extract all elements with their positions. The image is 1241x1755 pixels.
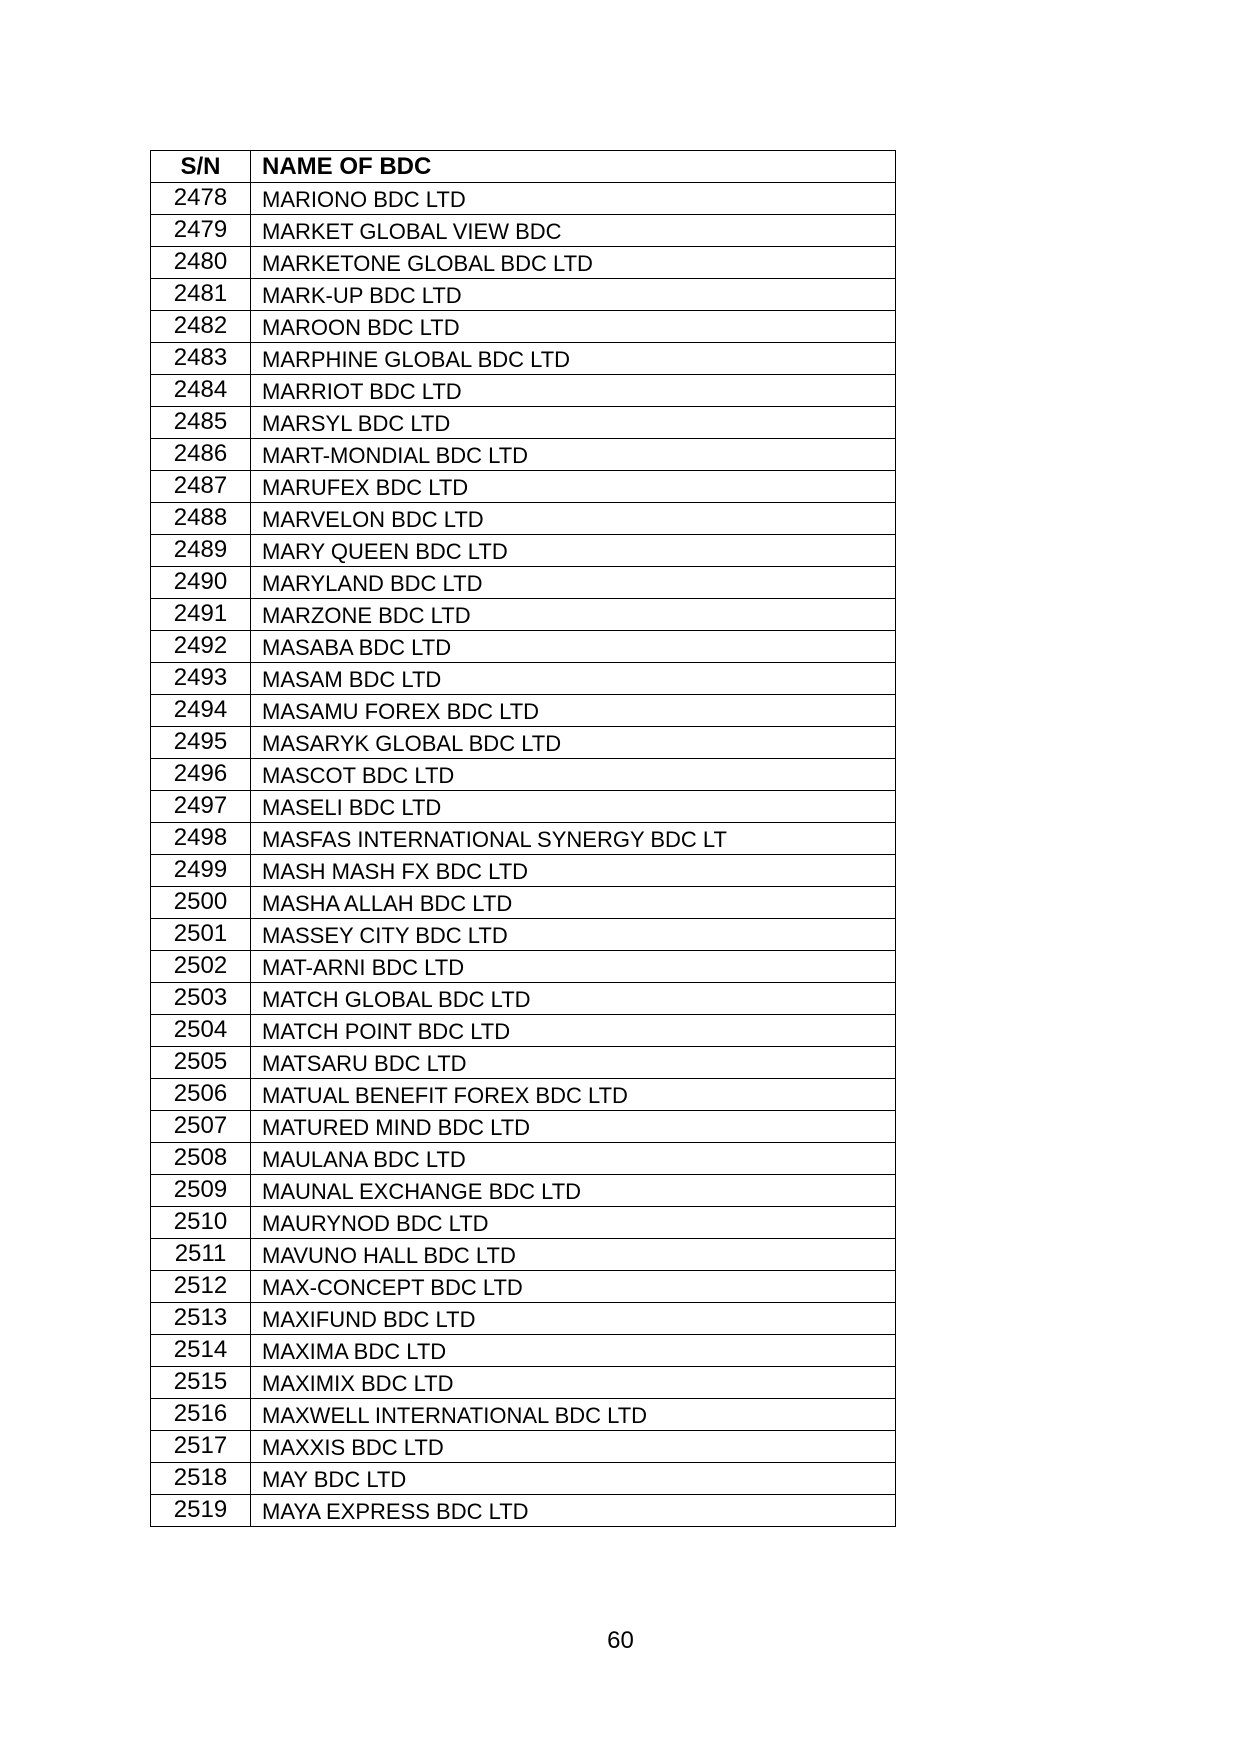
table-row: [151, 1495, 896, 1527]
serial-number-cell: 2481: [151, 279, 251, 311]
table-body: [151, 183, 896, 1527]
serial-number-cell: 2502: [151, 951, 251, 983]
bdc-name-cell: MASARYK GLOBAL BDC LTD: [251, 727, 896, 759]
serial-number-cell: 2492: [151, 631, 251, 663]
serial-number-cell: 2506: [151, 1079, 251, 1111]
table-row: [151, 983, 896, 1015]
bdc-name-cell: MARVELON BDC LTD: [251, 503, 896, 535]
bdc-name-cell: MAXIFUND BDC LTD: [251, 1303, 896, 1335]
serial-number-cell: 2479: [151, 215, 251, 247]
serial-number-cell: 2482: [151, 311, 251, 343]
table-row: [151, 471, 896, 503]
name-column-header: NAME OF BDC: [251, 151, 896, 183]
serial-number-cell: 2496: [151, 759, 251, 791]
serial-number-cell: 2512: [151, 1271, 251, 1303]
table-row: [151, 439, 896, 471]
page-number: 60: [607, 1627, 634, 1654]
table-row: [151, 567, 896, 599]
serial-number-cell: 2489: [151, 535, 251, 567]
table-row: [151, 215, 896, 247]
bdc-name-cell: MATURED MIND BDC LTD: [251, 1111, 896, 1143]
table-row: [151, 1335, 896, 1367]
serial-number-cell: 2490: [151, 567, 251, 599]
bdc-name-cell: MAULANA BDC LTD: [251, 1143, 896, 1175]
bdc-name-cell: MARRIOT BDC LTD: [251, 375, 896, 407]
table-row: [151, 1015, 896, 1047]
serial-number-cell: 2500: [151, 887, 251, 919]
serial-number-cell: 2493: [151, 663, 251, 695]
table-row: [151, 759, 896, 791]
table-row: [151, 1303, 896, 1335]
serial-number-cell: 2488: [151, 503, 251, 535]
table-row: [151, 1207, 896, 1239]
serial-number-cell: 2514: [151, 1335, 251, 1367]
bdc-table: [150, 150, 896, 1527]
serial-number-cell: 2480: [151, 247, 251, 279]
serial-number-cell: 2484: [151, 375, 251, 407]
table-row: [151, 695, 896, 727]
table-row: [151, 311, 896, 343]
bdc-name-cell: MART-MONDIAL BDC LTD: [251, 439, 896, 471]
serial-number-cell: 2504: [151, 1015, 251, 1047]
table-row: [151, 1143, 896, 1175]
serial-number-cell: 2509: [151, 1175, 251, 1207]
serial-number-cell: 2508: [151, 1143, 251, 1175]
table-row: [151, 279, 896, 311]
table-row: [151, 823, 896, 855]
table-row: [151, 375, 896, 407]
serial-number-cell: 2499: [151, 855, 251, 887]
bdc-name-cell: MASAMU FOREX BDC LTD: [251, 695, 896, 727]
table-row: [151, 727, 896, 759]
bdc-name-cell: MAYA EXPRESS BDC LTD: [251, 1495, 896, 1527]
table-row: [151, 183, 896, 215]
sn-column-header: S/N: [151, 151, 251, 183]
table-row: [151, 951, 896, 983]
serial-number-cell: 2516: [151, 1399, 251, 1431]
table-header-row: [151, 151, 896, 183]
bdc-name-cell: MASFAS INTERNATIONAL SYNERGY BDC LT: [251, 823, 896, 855]
table-row: [151, 1047, 896, 1079]
table-row: [151, 407, 896, 439]
bdc-name-cell: MARPHINE GLOBAL BDC LTD: [251, 343, 896, 375]
bdc-name-cell: MASABA BDC LTD: [251, 631, 896, 663]
bdc-name-cell: MARIONO BDC LTD: [251, 183, 896, 215]
bdc-name-cell: MASCOT BDC LTD: [251, 759, 896, 791]
table-row: [151, 919, 896, 951]
bdc-name-cell: MATCH GLOBAL BDC LTD: [251, 983, 896, 1015]
table-row: [151, 663, 896, 695]
table-row: [151, 599, 896, 631]
bdc-name-cell: MARK-UP BDC LTD: [251, 279, 896, 311]
table-row: [151, 1399, 896, 1431]
serial-number-cell: 2511: [151, 1239, 251, 1271]
bdc-name-cell: MAT-ARNI BDC LTD: [251, 951, 896, 983]
table-row: [151, 791, 896, 823]
serial-number-cell: 2513: [151, 1303, 251, 1335]
table-row: [151, 503, 896, 535]
bdc-name-cell: MARZONE BDC LTD: [251, 599, 896, 631]
bdc-name-cell: MAXIMA BDC LTD: [251, 1335, 896, 1367]
table-row: [151, 1431, 896, 1463]
bdc-name-cell: MAVUNO HALL BDC LTD: [251, 1239, 896, 1271]
bdc-name-cell: MAXIMIX BDC LTD: [251, 1367, 896, 1399]
serial-number-cell: 2503: [151, 983, 251, 1015]
bdc-name-cell: MASELI BDC LTD: [251, 791, 896, 823]
serial-number-cell: 2518: [151, 1463, 251, 1495]
serial-number-cell: 2519: [151, 1495, 251, 1527]
bdc-name-cell: MATUAL BENEFIT FOREX BDC LTD: [251, 1079, 896, 1111]
serial-number-cell: 2510: [151, 1207, 251, 1239]
serial-number-cell: 2501: [151, 919, 251, 951]
bdc-name-cell: MARSYL BDC LTD: [251, 407, 896, 439]
serial-number-cell: 2505: [151, 1047, 251, 1079]
serial-number-cell: 2487: [151, 471, 251, 503]
bdc-name-cell: MAUNAL EXCHANGE BDC LTD: [251, 1175, 896, 1207]
bdc-name-cell: MASH MASH FX BDC LTD: [251, 855, 896, 887]
table-row: [151, 535, 896, 567]
table-row: [151, 1239, 896, 1271]
table-row: [151, 1079, 896, 1111]
table-row: [151, 1463, 896, 1495]
bdc-name-cell: MARYLAND BDC LTD: [251, 567, 896, 599]
bdc-name-cell: MATCH POINT BDC LTD: [251, 1015, 896, 1047]
table-row: [151, 1111, 896, 1143]
serial-number-cell: 2478: [151, 183, 251, 215]
bdc-name-cell: MAROON BDC LTD: [251, 311, 896, 343]
bdc-name-cell: MAY BDC LTD: [251, 1463, 896, 1495]
serial-number-cell: 2507: [151, 1111, 251, 1143]
table-row: [151, 887, 896, 919]
serial-number-cell: 2486: [151, 439, 251, 471]
serial-number-cell: 2485: [151, 407, 251, 439]
serial-number-cell: 2517: [151, 1431, 251, 1463]
bdc-name-cell: MARY QUEEN BDC LTD: [251, 535, 896, 567]
table-row: [151, 343, 896, 375]
bdc-name-cell: MASSEY CITY BDC LTD: [251, 919, 896, 951]
table-row: [151, 247, 896, 279]
table-row: [151, 1367, 896, 1399]
table-row: [151, 855, 896, 887]
serial-number-cell: 2495: [151, 727, 251, 759]
table-row: [151, 631, 896, 663]
bdc-name-cell: MAX-CONCEPT BDC LTD: [251, 1271, 896, 1303]
bdc-name-cell: MASAM BDC LTD: [251, 663, 896, 695]
serial-number-cell: 2497: [151, 791, 251, 823]
table-row: [151, 1271, 896, 1303]
bdc-name-cell: MATSARU BDC LTD: [251, 1047, 896, 1079]
serial-number-cell: 2515: [151, 1367, 251, 1399]
bdc-name-cell: MARKETONE GLOBAL BDC LTD: [251, 247, 896, 279]
bdc-name-cell: MAURYNOD BDC LTD: [251, 1207, 896, 1239]
serial-number-cell: 2498: [151, 823, 251, 855]
bdc-name-cell: MARUFEX BDC LTD: [251, 471, 896, 503]
bdc-name-cell: MASHA ALLAH BDC LTD: [251, 887, 896, 919]
bdc-name-cell: MARKET GLOBAL VIEW BDC: [251, 215, 896, 247]
serial-number-cell: 2483: [151, 343, 251, 375]
bdc-name-cell: MAXWELL INTERNATIONAL BDC LTD: [251, 1399, 896, 1431]
serial-number-cell: 2491: [151, 599, 251, 631]
table-row: [151, 1175, 896, 1207]
serial-number-cell: 2494: [151, 695, 251, 727]
bdc-name-cell: MAXXIS BDC LTD: [251, 1431, 896, 1463]
